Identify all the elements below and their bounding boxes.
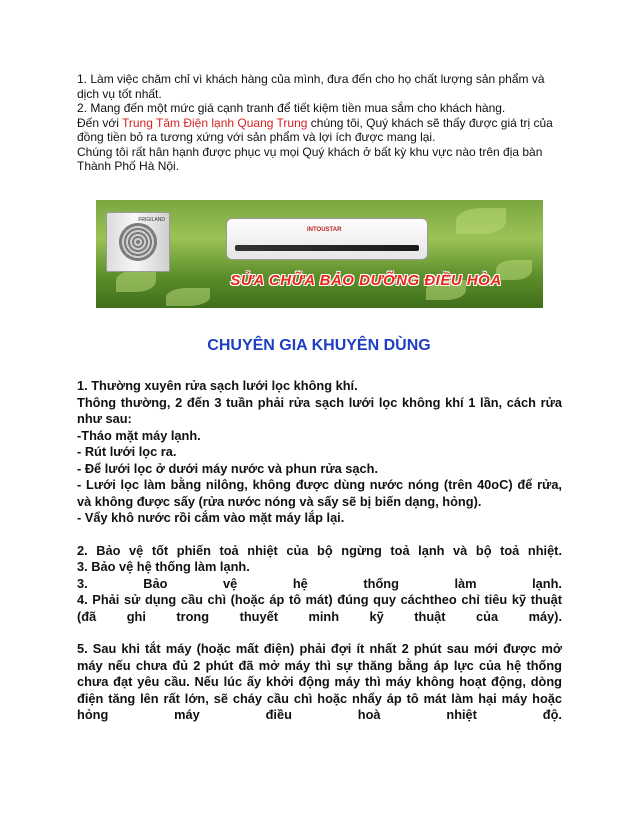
section-3-line-a: 3. Bảo vệ hệ thống làm lạnh. <box>77 559 250 574</box>
banner-title: SỬA CHỮA BẢO DƯỠNG ĐIỀU HÒA <box>230 272 502 289</box>
section-1-step: - Vẩy khô nước rồi cắm vào mặt máy lắp lại. <box>77 510 345 525</box>
section-1-step: - Để lưới lọc ở dưới máy nước và phun rửa sạch. <box>77 460 379 476</box>
intro-line-3-pre: Đến với <box>77 115 122 130</box>
section-4-line: 4. Phải sử dụng cầu chì (hoặc áp tô mát) đúng quy cáchtheo chỉ tiêu kỹ thuật (đã ghi trong thuyết minh kỹ thuật của máy). <box>77 592 562 624</box>
section-1-step: -Tháo mặt máy lạnh. <box>77 427 201 443</box>
section-2-4 <box>77 543 562 626</box>
company-name-link[interactable]: Trung Tâm Điện lạnh Quang Trung <box>122 115 308 130</box>
section-2-line: 2. Bảo vệ tốt phiến toả nhiệt của bộ ngừng toả lạnh và bộ toả nhiệt. <box>77 542 562 558</box>
fan-icon <box>119 223 157 261</box>
intro-line-3 <box>77 116 567 145</box>
intro-line-1: 1. Làm việc chăm chỉ vì khách hàng của mình, đưa đến cho họ chất lượng sản phẩm và dịch vụ tốt nhất. <box>77 72 545 101</box>
section-3-line-b: 3. Bảo vệ hệ thống làm lạnh. <box>77 575 562 591</box>
section-1-step: - Lưới lọc làm bằng nilông, không được dùng nước nóng (trên 40oC) để rửa, và không được sấy (rửa nước nóng và sấy sẽ bị biến dạng, hỏng). <box>77 477 562 509</box>
section-1-title: 1. Thường xuyên rửa sạch lưới lọc không khí. <box>77 378 358 393</box>
intro-line-4: Chúng tôi rất hân hạnh được phục vụ mọi Quý khách ở bất kỳ khu vực nào trên địa bàn Thành Phố Hà Nội. <box>77 144 543 173</box>
indoor-unit-vent <box>235 245 419 251</box>
section-5-text: 5. Sau khi tắt máy (hoặc mất điện) phải đợi ít nhất 2 phút sau mới được mở máy nếu chưa đủ 2 phút đã mở máy thì sự thăng bằng áp lực của hệ thống chưa đạt yêu cầu. Nếu lúc ấy khởi động máy thì máy không hoạt động, dòng điện tăng lên rất lớn, sẽ cháy cầu chì hoặc nhẩy áp tô mát làm hại máy hoặc hỏng máy điều hoà nhiệt độ. <box>77 641 562 722</box>
intro-line-3-post: chúng tôi, Quý khách sẽ thấy được giá trị của đồng tiền bỏ ra tương xứng với sản phẩm và lợi ích được mang lại. <box>77 115 553 144</box>
indoor-unit-graphic <box>226 218 428 260</box>
advice-body <box>77 378 562 740</box>
section-5 <box>77 641 562 724</box>
air-conditioner-banner-image <box>96 200 543 308</box>
indoor-unit-brand: INTOUSTAR <box>307 227 342 233</box>
section-1 <box>77 378 562 527</box>
section-1-step: - Rút lưới lọc ra. <box>77 444 177 459</box>
section-heading: CHUYÊN GIA KHUYÊN DÙNG <box>207 337 431 354</box>
intro-line-2: 2. Mang đến một mức giá cạnh tranh để tiết kiệm tiền mua sắm cho khách hàng. <box>77 101 506 115</box>
intro-text <box>77 72 567 174</box>
outdoor-unit-graphic <box>106 212 170 272</box>
outdoor-unit-brand: FRIGILAND <box>138 217 165 223</box>
section-1-intro: Thông thường, 2 đến 3 tuần phải rửa sạch lưới lọc không khí 1 lần, cách rửa như sau: <box>77 394 562 426</box>
